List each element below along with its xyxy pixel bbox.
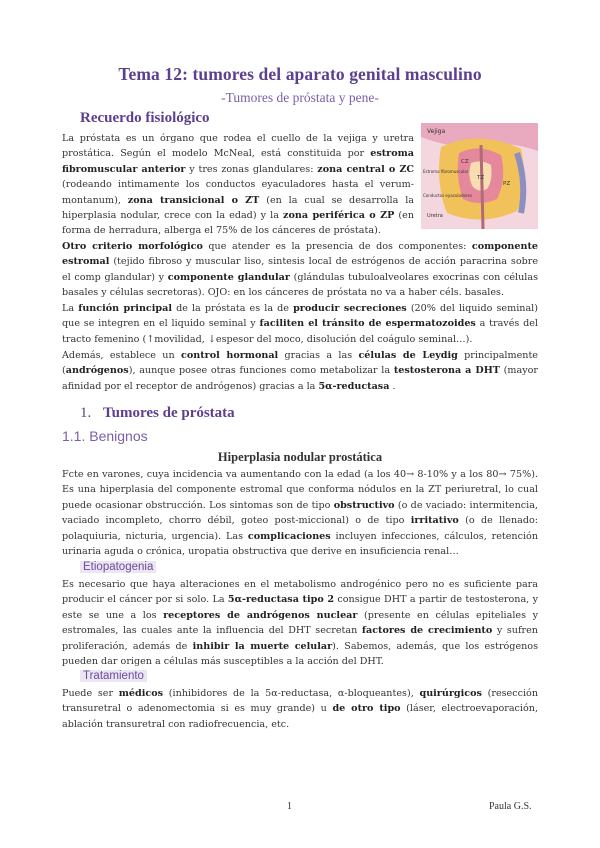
figure-label-estroma: Estroma fibromuscular (423, 169, 469, 174)
page-title: Tema 12: tumores del aparato genital masculino (118, 64, 482, 84)
paragraph-tratamiento: Puede ser médicos (inhibidores de la 5α-reductasa, α-bloqueantes), quirúrgicos (resección transuretral o adenomectomia si es muy grande) u de otro tipo (láser, electroevaporación, ablación transuretral con radiofrecuencia, etc. (62, 688, 538, 730)
figure-label-uretra: Uretra (427, 213, 443, 219)
paragraph-hormonal: Además, establece un control hormonal gracias a las células de Leydig principalmente (andrógenos), aunque posee otras funciones como metabolizar la testosterona a DHT (mayor afinidad por el receptor de andrógenos) gracias a la 5α-reductasa . (62, 350, 538, 392)
section-1-heading: Tumores de próstata (103, 405, 235, 421)
author-name: Paula G.S. (489, 801, 532, 812)
figure-label-vejiga: Vejiga (427, 128, 446, 135)
paragraph-anatomy: La próstata es un órgano que rodea el cuello de la vejiga y uretra prostática. Según el modelo McNeal, está constituida por estroma fibromuscular anterior y tres zonas glandulares: zona central o ZC (rodeando intimamente los conductos eyaculadores hasta el verum-montanum), zona transicional o ZT (en la cual se desarrolla la hiperplasia nodular, crece con la edad) y la zona periférica o ZP (en forma de herradura, alberga el 75% de los cánceres de próstata). (62, 133, 414, 237)
paragraph-morphology: Otro criterio morfológico que atender es la presencia de dos componentes: componente estromal (tejido fibroso y muscular liso, sintesis local de estrógenos de acción paracrina sobre el comp glandular) y componente glandular (glándulas tubuloalveolares exocrinas con células basales y células secretoras). OJO: en los cánceres de próstata no va a haber céls. basales. (62, 241, 539, 299)
hiperplasia-heading: Hiperplasia nodular prostática (217, 450, 383, 464)
urethra-line (481, 145, 483, 229)
prostate-anatomy-figure (421, 123, 538, 229)
page-subtitle: -Tumores de próstata y pene- (221, 90, 379, 105)
section-1-number: 1. (80, 405, 92, 421)
figure-label-pz: PZ (503, 181, 511, 187)
figure-label-cz: CZ (461, 159, 469, 165)
tratamiento-heading: Tratamiento (80, 670, 147, 682)
figure-label-conductos: Conductos eyaculadores (423, 193, 473, 198)
figure-label-tz: TZ (477, 175, 485, 181)
paragraph-function: La función principal de la próstata es la de producir secreciones (20% del liquido seminal) que se integren en el liquido seminal y faciliten el tránsito de espermatozoides a través del tracto femenino (↑movilidad, ↓espesor del moco, disolución del coágulo seminal…). (62, 303, 538, 345)
paragraph-hiperplasia: Fcte en varones, cuya incidencia va aumentando con la edad (a los 40→ 8-10% y a los 80→ 75%). Es una hiperplasia del componente estromal que conforma nódulos en la ZT periuretral, lo cual puede ocasionar obstrucción. Los sintomas son de tipo obstructivo (o de vaciado: intermitencia, vaciado incompleto, chorro débil, goteo post-miccional) o de tipo irritativo (o de llenado: polaquiuria, nicturia, urgencia). Las complicaciones incluyen infecciones, cálculos, retención urinaria aguda o crónica, uropatia obstructiva que derive en insuficiencia renal… (62, 469, 538, 558)
section-recuerdo-heading: Recuerdo fisiológico (80, 110, 210, 126)
page-number: 1 (287, 801, 292, 812)
paragraph-etiopatogenia: Es necesario que haya alteraciones en el metabolismo androgénico pero no es suficiente para producir el cáncer por si solo. La 5α-reductasa tipo 2 consigue DHT a partir de testosterona, y este se une a los receptores de andrógenos nuclear (presente en células epiteliales y estromales, las cuales ante la influencia del DHT secretan factores de crecimiento y sufren proliferación, además de inhibir la muerte celular). Sabemos, además, que los estrógenos pueden dar origen a células más susceptibles a la acción del DHT. (62, 579, 538, 668)
etiopatogenia-heading: Etiopatogenia (80, 561, 156, 573)
section-1-1-heading: 1.1. Benignos (62, 428, 148, 444)
